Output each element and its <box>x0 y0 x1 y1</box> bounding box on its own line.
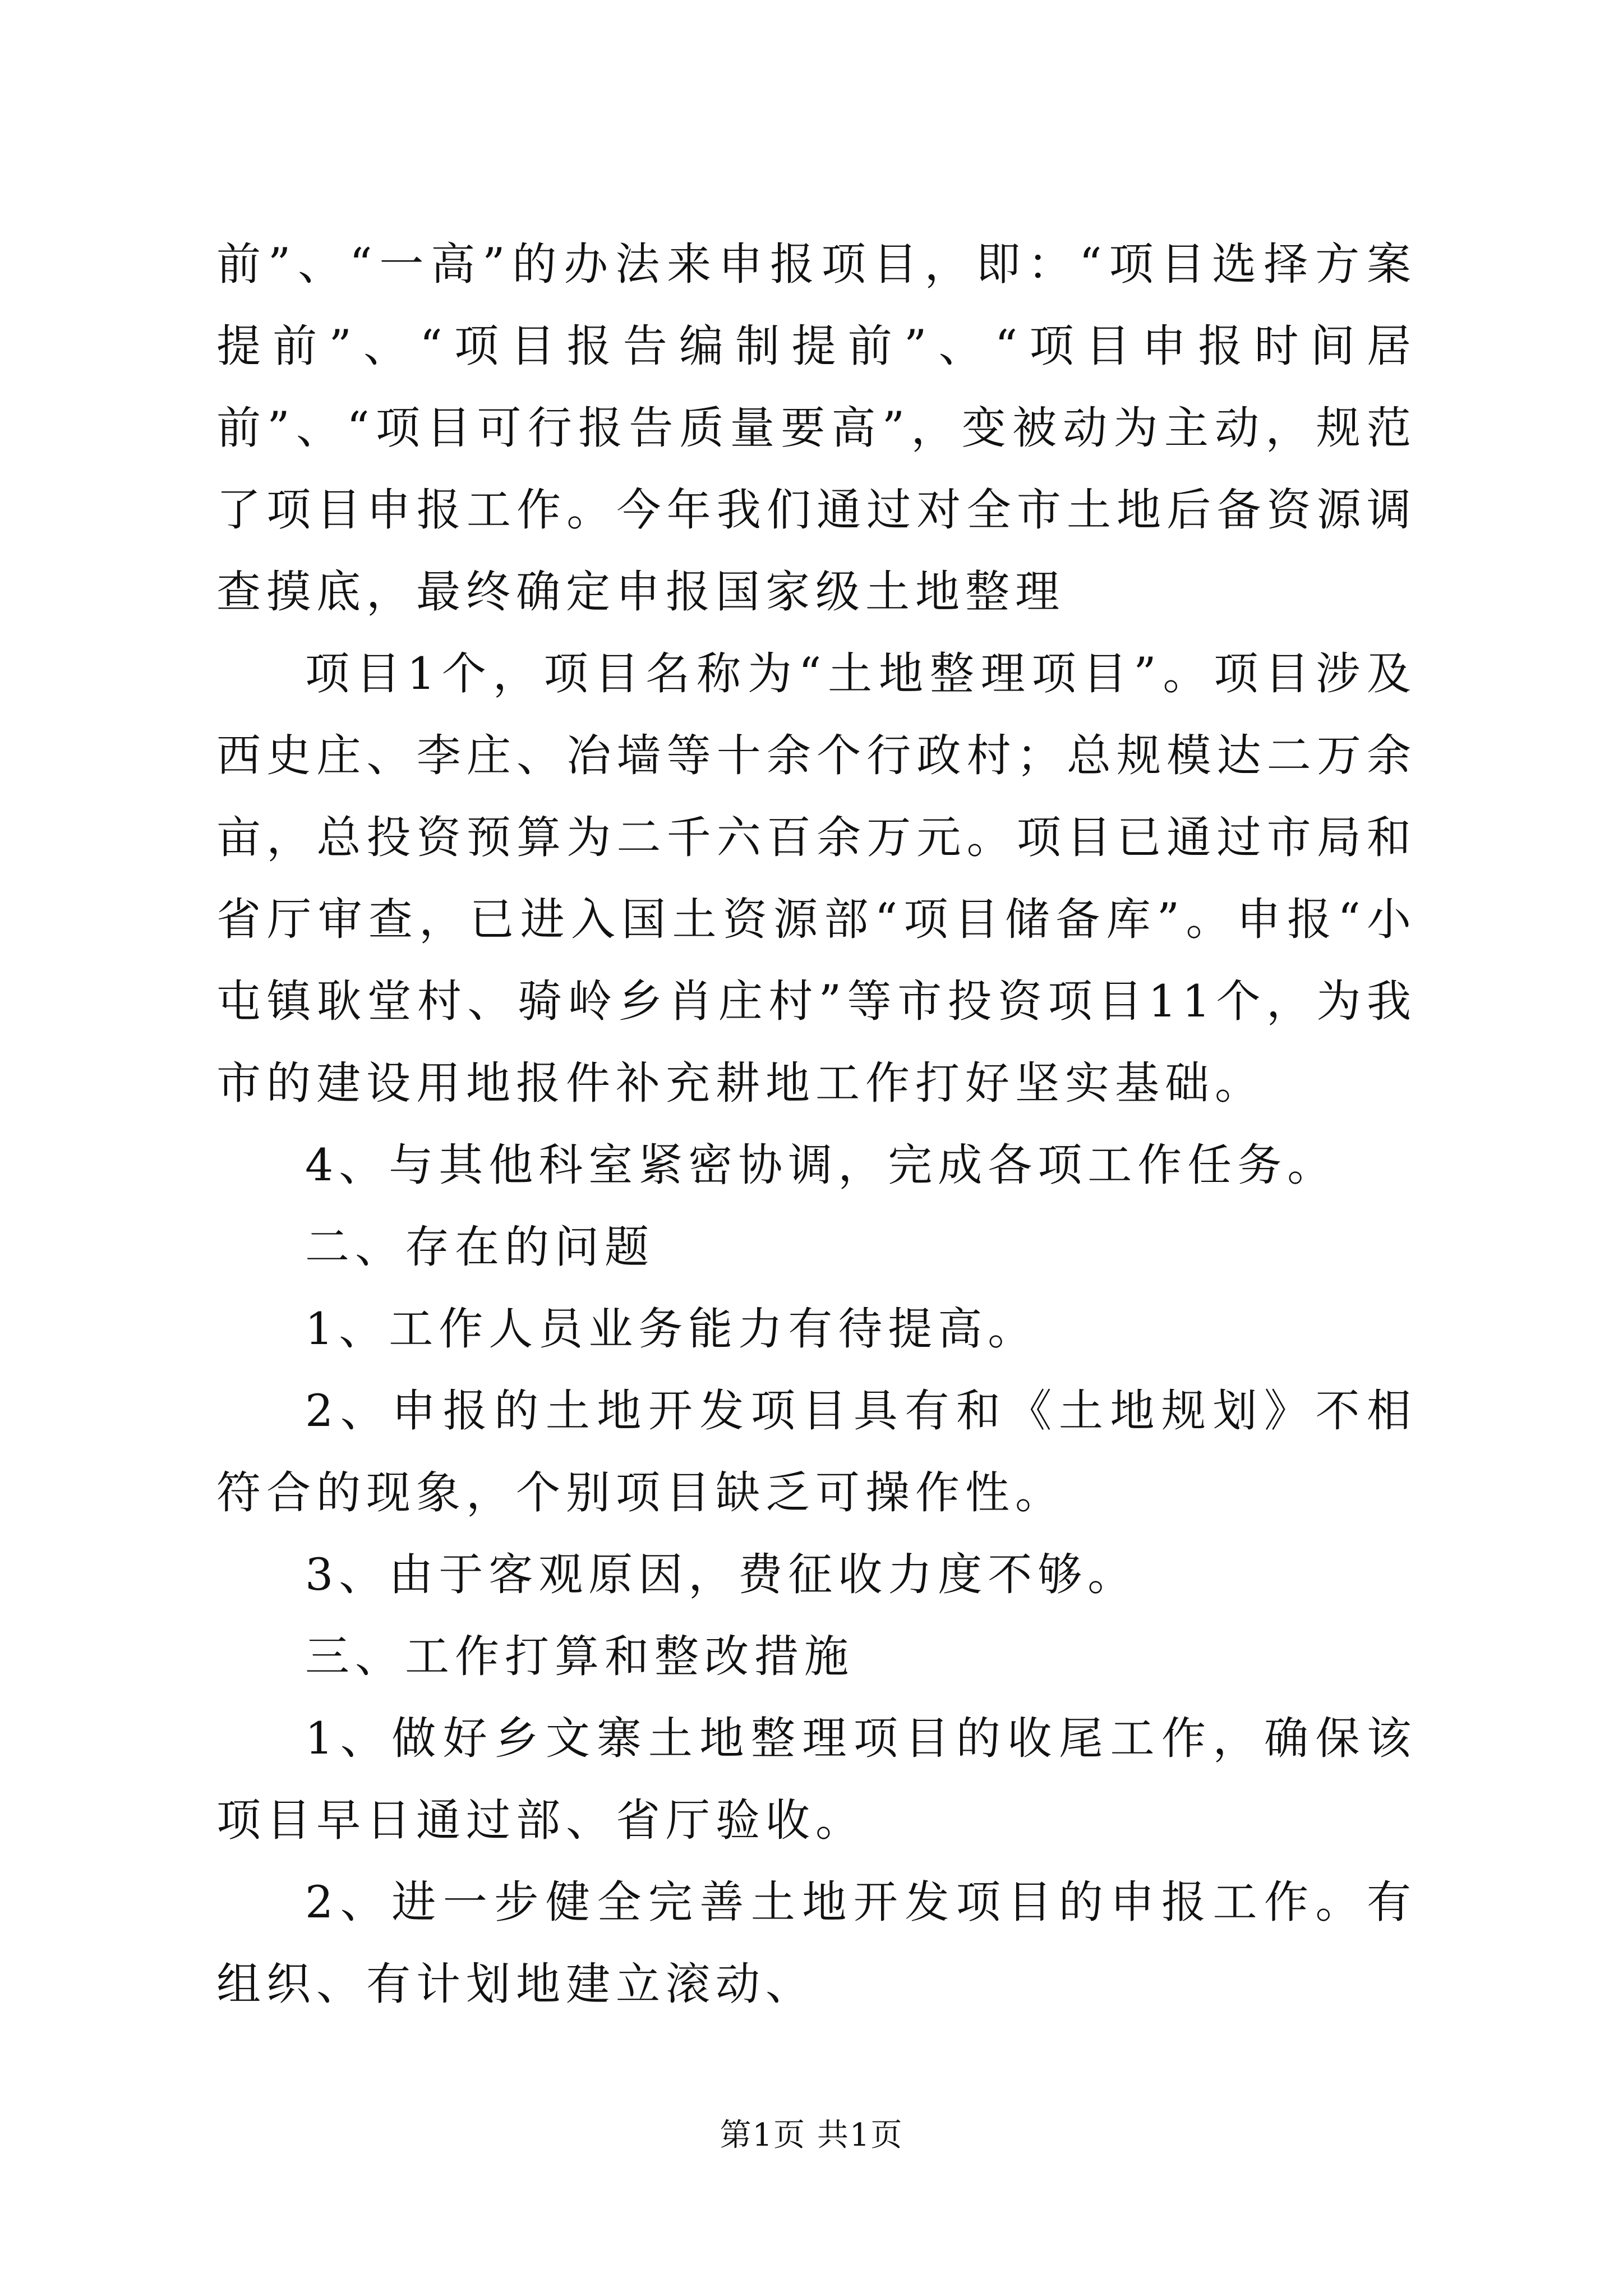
plan-item-2: 2、进一步健全完善土地开发项目的申报工作。有组织、有计划地建立滚动、 <box>216 1876 1417 2010</box>
problem-item-2: 2、申报的土地开发项目具有和《土地规划》不相符合的现象，个别项目缺乏可操作性。 <box>216 1385 1417 1519</box>
paragraph-3: 4、与其他科室紧密协调，完成各项工作任务。 <box>305 1139 1338 1191</box>
paragraph-2: 项目1个，项目名称为“土地整理项目”。项目涉及西史庄、李庄、冶墙等十余个行政村；总规模达二万余亩，总投资预算为二千六百余万元。项目已通过市局和省厅审查，已进入国土资源部“项目储备库”。申报“小屯镇耿堂村、骑岭乡肖庄村”等市投资项目11个，为我市的建设用地报件补充耕地工作打好坚实基础。 <box>216 648 1417 1109</box>
document-body <box>216 223 1417 2025</box>
page-number-footer: 第1页 共1页 <box>720 2117 903 2154</box>
paragraph-1: 前”、“一高”的办法来申报项目，即：“项目选择方案提前”、“项目报告编制提前”、“项目申报时间居前”、“项目可行报告质量要高”，变被动为主动，规范了项目申报工作。今年我们通过对全市土地后备资源调查摸底，最终确定申报国家级土地整理 <box>216 238 1417 618</box>
plan-item-1: 1、做好乡文寨土地整理项目的收尾工作，确保该项目早日通过部、省厅验收。 <box>216 1713 1417 1846</box>
section-heading-plans: 三、工作打算和整改措施 <box>305 1631 854 1682</box>
problem-item-1: 1、工作人员业务能力有待提高。 <box>305 1303 1038 1355</box>
problem-item-3: 3、由于客观原因，费征收力度不够。 <box>305 1549 1138 1600</box>
section-heading-problems: 二、存在的问题 <box>305 1221 654 1273</box>
